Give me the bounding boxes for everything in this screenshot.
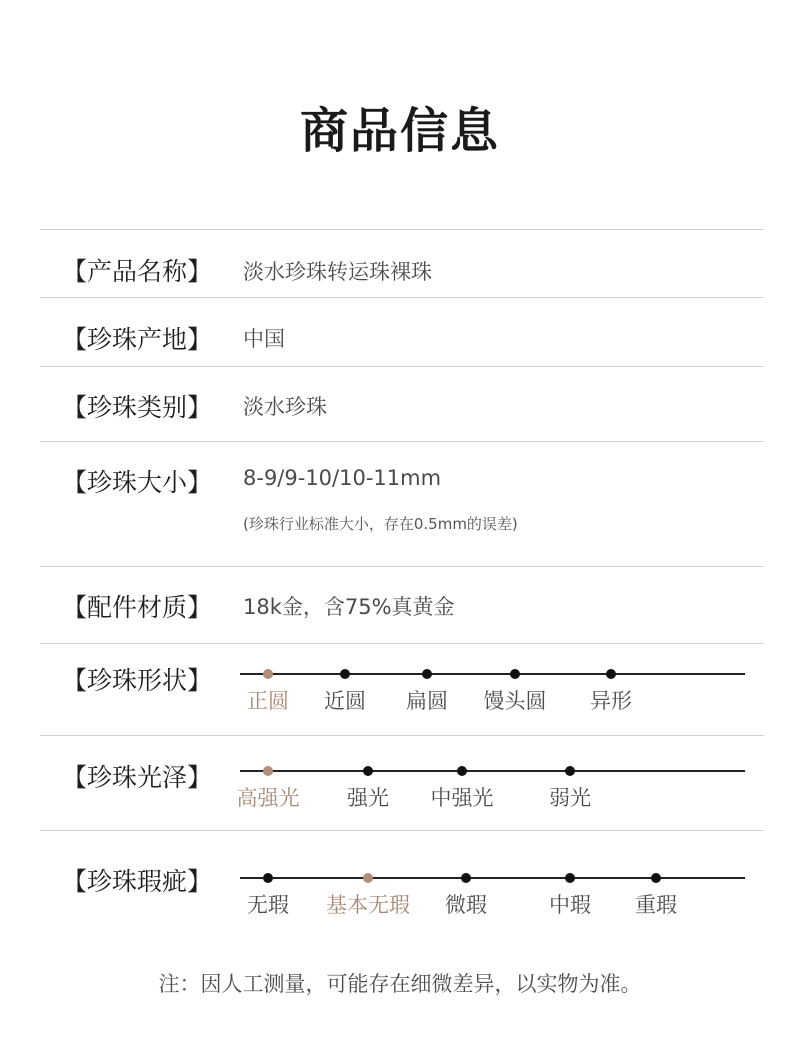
scale-dot: [263, 669, 273, 679]
product-name-value: 淡水珍珠转运珠裸珠: [243, 260, 432, 284]
divider: [40, 297, 764, 298]
scale-option: 重瑕: [635, 893, 677, 917]
shape-scale: [240, 673, 745, 733]
size-label: 【珍珠大小】: [62, 468, 213, 497]
scale-option-selected: 基本无瑕: [326, 893, 410, 917]
origin-label: 【珍珠产地】: [62, 325, 213, 354]
luster-scale: [236, 770, 745, 830]
divider: [40, 735, 764, 736]
blemish-scale: [240, 877, 745, 937]
scale-option: 近圆: [324, 689, 366, 713]
scale-option: 异形: [590, 689, 632, 713]
scale-dot: [606, 669, 616, 679]
type-value: 淡水珍珠: [243, 395, 327, 419]
divider: [40, 643, 764, 644]
origin-value: 中国: [243, 327, 285, 351]
scale-dot: [565, 766, 575, 776]
scale-dot: [510, 669, 520, 679]
divider: [40, 830, 764, 831]
size-value: 8-9/9-10/10-11mm: [243, 466, 442, 490]
scale-option: 弱光: [549, 786, 591, 810]
scale-dot: [461, 873, 471, 883]
scale-dot: [263, 766, 273, 776]
product-name-label: 【产品名称】: [62, 257, 213, 286]
blemish-label: 【珍珠瑕疵】: [62, 867, 213, 896]
divider: [40, 366, 764, 367]
scale-option: 扁圆: [406, 689, 448, 713]
scale-dot: [565, 873, 575, 883]
scale-option: 强光: [347, 786, 389, 810]
material-label: 【配件材质】: [62, 593, 213, 622]
scale-dot: [457, 766, 467, 776]
scale-option: 中瑕: [549, 893, 591, 917]
footer-note: 注：因人工测量，可能存在细微差异，以实物为准。: [158, 972, 642, 996]
scale-dot: [363, 766, 373, 776]
luster-label: 【珍珠光泽】: [62, 763, 213, 792]
page-title: 商品信息: [299, 103, 500, 159]
scale-dot: [263, 873, 273, 883]
scale-option-selected: 正圆: [247, 689, 289, 713]
divider: [40, 229, 764, 230]
scale-track: [240, 877, 745, 879]
size-note: (珍珠行业标准大小，存在0.5mm的误差): [243, 515, 518, 533]
type-label: 【珍珠类别】: [62, 393, 213, 422]
scale-dot: [651, 873, 661, 883]
divider: [40, 441, 764, 442]
scale-dot: [340, 669, 350, 679]
scale-dot: [422, 669, 432, 679]
scale-dot: [363, 873, 373, 883]
scale-option: 微瑕: [445, 893, 487, 917]
scale-option-selected: 高强光: [236, 786, 300, 810]
scale-option: 馒头圆: [483, 689, 547, 713]
scale-option: 中强光: [430, 786, 494, 810]
scale-option: 无瑕: [247, 893, 289, 917]
scale-track: [240, 673, 745, 675]
divider: [40, 566, 764, 567]
material-value: 18k金，含75%真黄金: [243, 595, 455, 619]
shape-label: 【珍珠形状】: [62, 666, 213, 695]
scale-track: [240, 770, 745, 772]
